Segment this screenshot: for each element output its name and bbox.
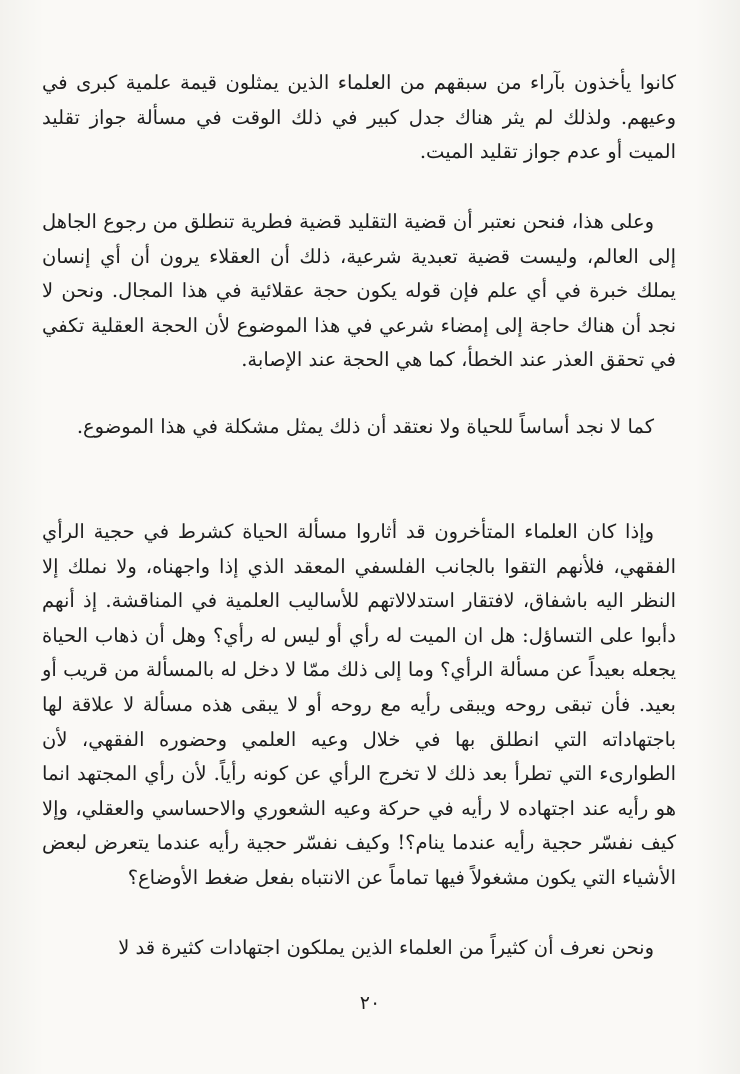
- page-number: ٢٠: [359, 992, 381, 1014]
- paragraph-5: [42, 931, 676, 966]
- paragraph-4-text: وإذا كان العلماء المتأخرون قد أثاروا مسألة الحياة كشرط في حجية الرأي الفقهي، فلأنهم التقوا بالجانب الفلسفي المعقد الذي إذا واجهناه، ولا نملك إلا النظر اليه باشفاق، لافتقار استدلالاتهم للأساليب العلمية في المناقشة. إذ أنهم دأبوا على التساؤل: هل ان الميت له رأي أو ليس له رأي؟ وهل أن ذهاب الحياة يجعله بعيداً عن مسألة الرأي؟ وما إلى ذلك ممّا لا دخل له بالمسألة من قريب أو بعيد. فأن تبقى روحه ويبقى رأيه مع روحه أو لا يبقى هذه مسألة لا علاقة لها باجتهاداته التي انطلق بها في خلال وعيه العلمي وحضوره الفقهي، لأن الطوارىء التي تطرأ بعد ذلك لا تخرج الرأي عن كونه رأياً. لأن رأي المجتهد انما هو رأيه عند اجتهاده لا رأيه في حركة وعيه الشعوري والاحساسي والعقلي، وإلا كيف نفسّر حجية رأيه عندما ينام؟! وكيف نفسّر حجية رأيه عندما يتعرض لبعض الأشياء التي يكون مشغولاً فيها تماماً عن الانتباه بفعل ضغط الأوضاع؟: [42, 520, 676, 889]
- paragraph-4: [42, 515, 676, 896]
- paragraph-2: [42, 205, 676, 378]
- paragraph-3: [42, 410, 676, 445]
- paragraph-2-text: وعلى هذا، فنحن نعتبر أن قضية التقليد قضية فطرية تنطلق من رجوع الجاهل إلى العالم، وليست قضية تعبدية شرعية، ذلك أن العقلاء يرون أن أي إنسان يملك خبرة في أي علم فإن قوله يكون حجة عقلائية في هذا المجال. ونحن لا نجد أن هناك حاجة إلى إمضاء شرعي في هذا الموضوع لأن الحجة العقلية تكفي في تحقق العذر عند الخطأ، كما هي الحجة عند الإصابة.: [42, 210, 676, 372]
- paragraph-1: [42, 66, 676, 170]
- paragraph-1-text: كانوا يأخذون بآراء من سبقهم من العلماء الذين يمثلون قيمة علمية كبرى في وعيهم. ولذلك لم يثر هناك جدل كبير في ذلك الوقت في مسألة جواز تقليد الميت أو عدم جواز تقليد الميت.: [42, 71, 676, 164]
- paragraph-3-text: كما لا نجد أساساً للحياة ولا نعتقد أن ذلك يمثل مشكلة في هذا الموضوع.: [76, 415, 654, 438]
- paragraph-5-text: ونحن نعرف أن كثيراً من العلماء الذين يملكون اجتهادات كثيرة قد لا: [118, 936, 654, 959]
